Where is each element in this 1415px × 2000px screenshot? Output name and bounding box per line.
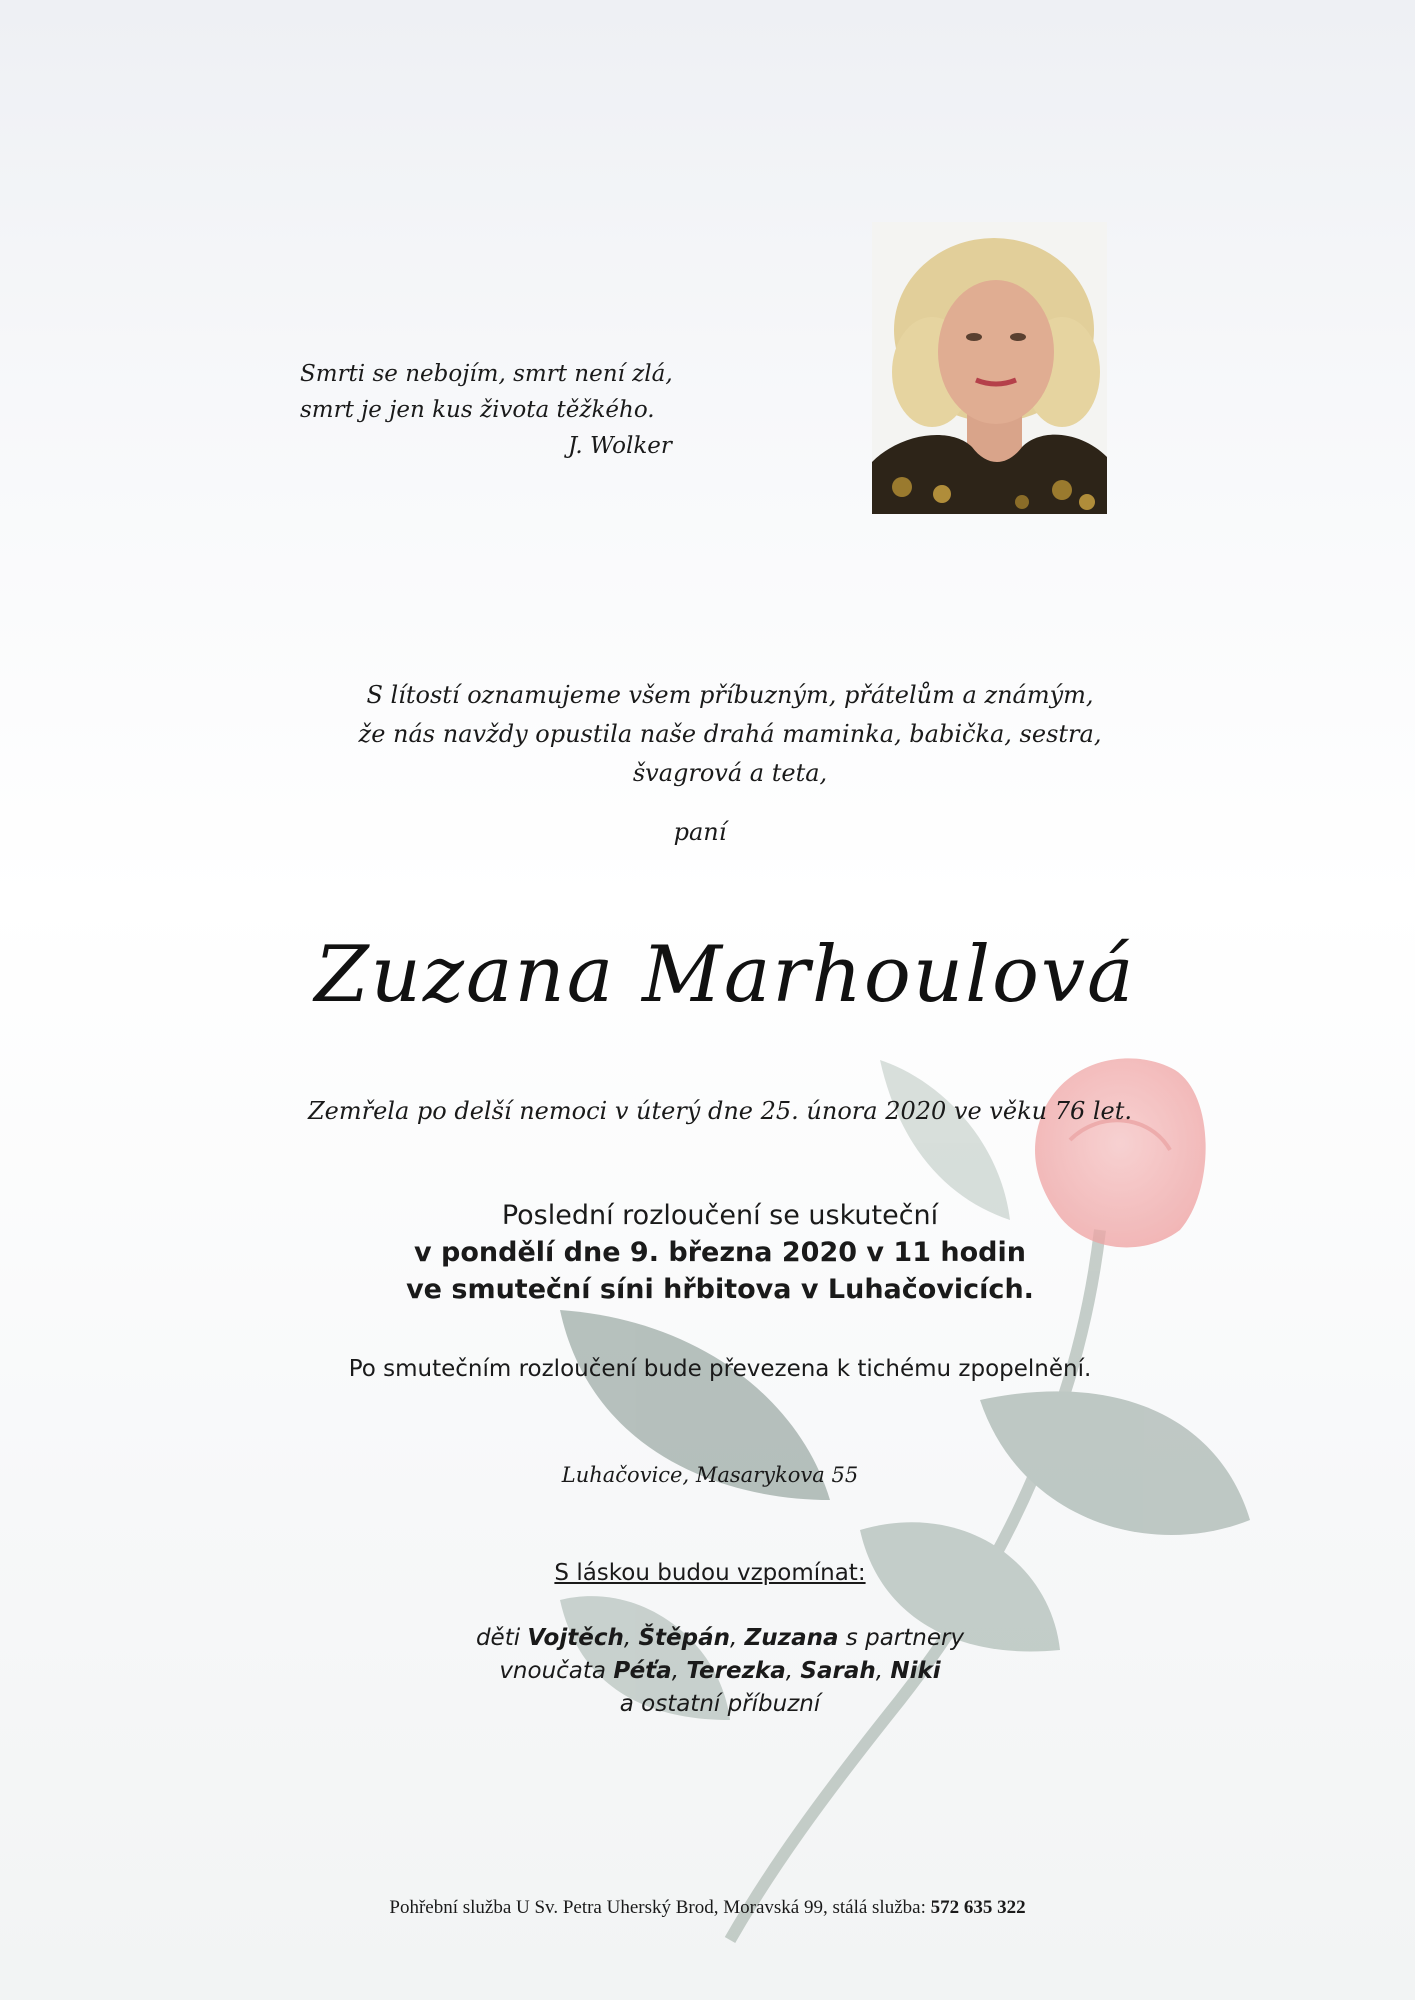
announcement <box>320 676 1140 793</box>
grandchild-name: Niki <box>890 1658 941 1684</box>
cremation-line: Po smutečním rozloučení bude převezena k tichému zpopelnění. <box>348 1356 1092 1382</box>
motto-line-2: smrt je jen kus života těžkého. <box>300 397 655 423</box>
death-line: Zemřela po delší nemoci v úterý dne 25. února 2020 ve věku 76 let. <box>307 1097 1133 1125</box>
farewell-place: ve smuteční síni hřbitova v Luhačovicích. <box>406 1274 1034 1305</box>
family-list <box>380 1622 1060 1721</box>
motto-author: J. Wolker <box>568 433 672 459</box>
farewell-info <box>330 1197 1110 1308</box>
motto-line-1: Smrti se nebojím, smrt není zlá, <box>300 361 673 387</box>
address: Luhačovice, Masarykova 55 <box>561 1463 859 1487</box>
grandchild-name: Terezka <box>686 1658 786 1684</box>
remember-heading: S láskou budou vzpomínat: <box>554 1560 866 1586</box>
grandchildren-prefix: vnoučata <box>499 1658 607 1684</box>
farewell-line-1: Poslední rozloučení se uskuteční <box>501 1200 939 1231</box>
farewell-date: v pondělí dne 9. března 2020 v 11 hodin <box>414 1237 1026 1268</box>
grandchild-name: Péťa <box>613 1658 672 1684</box>
announcement-line-1: S lítostí oznamujeme všem příbuzným, přátelům a známým, <box>366 681 1094 709</box>
funeral-service-footer <box>200 1897 1215 1919</box>
deceased-name: Zuzana Marhoulová <box>314 930 1136 1020</box>
announcement-line-2: že nás navždy opustila naše drahá maminka, babička, sestra, <box>358 720 1102 748</box>
child-name: Vojtěch <box>527 1625 624 1651</box>
family-grandchildren-line: vnoučata Péťa, Terezka, Sarah, Niki <box>499 1658 941 1684</box>
footer-text: Pohřební služba U Sv. Petra Uherský Brod, Moravská 99, stálá služba: <box>389 1897 926 1918</box>
children-suffix: s partnery <box>845 1625 965 1651</box>
child-name: Štěpán <box>638 1625 730 1651</box>
grandchild-name: Sarah <box>800 1658 876 1684</box>
motto-quote <box>300 356 720 464</box>
footer-phone: 572 635 322 <box>930 1897 1026 1918</box>
portrait-photo <box>872 222 1107 514</box>
family-others-line: a ostatní příbuzní <box>619 1691 821 1717</box>
child-name: Zuzana <box>744 1625 839 1651</box>
family-children-line: děti Vojtěch, Štěpán, Zuzana s partnery <box>475 1625 965 1651</box>
children-prefix: děti <box>475 1625 521 1651</box>
title-word: paní <box>673 818 727 846</box>
announcement-line-3: švagrová a teta, <box>632 759 828 787</box>
